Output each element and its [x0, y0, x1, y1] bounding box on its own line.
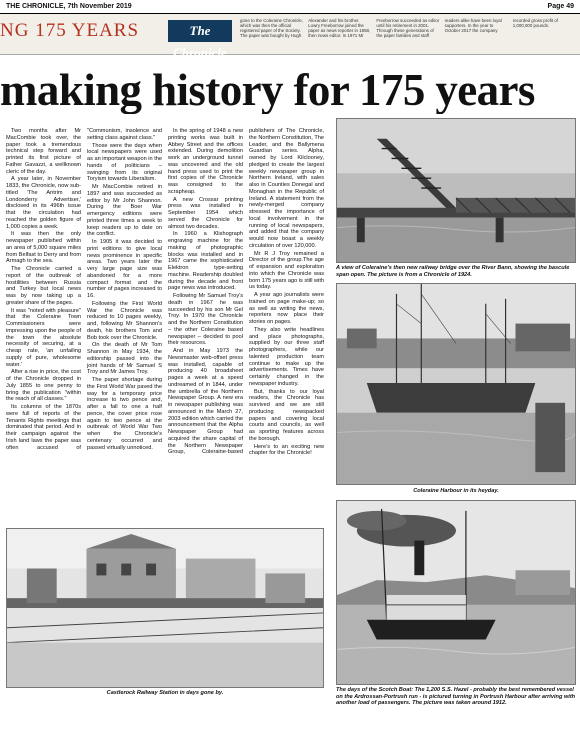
- station-caption: Castlerock Railway Station in days gone by.: [106, 690, 224, 696]
- bridge-caption: A view of Coleraine's then new railway bridge over the River Bann, showing the bascule span open. The picture is from a Chronicle of 1924.: [336, 265, 570, 278]
- harbour-photo: [336, 283, 576, 485]
- article-paragraph: After a rise in price, the cost of the Chronicle dropped in July 1855 to one penny to bring the publication "within the reach of all classes.": [6, 369, 81, 403]
- header-page-number: Page 49: [547, 3, 574, 10]
- article-paragraph: A new Crossar printing press was installed in September 1954 which served the Chronicle for almost two decades.: [168, 196, 243, 230]
- station-photo: [6, 528, 324, 688]
- article-paragraph: It was "noted with pleasure" that the Coleraine Town Commissioners were impressing upon the people of the town the absolute necessity of securing, at a cheap rate, 'an unfailing supply of pure, wholesome water.': [6, 307, 81, 368]
- steamer-caption: The days of the Scotch Boat: The 1,200 S.S. Hazel - probably the best remembered vessel on the Ardrossan-Portrush run - is pictured turning in Portrush Harbour after arriving with another load of passengers. The picture was taken around 1912.: [336, 687, 576, 707]
- article-paragraph: Its columns of the 1870s were full of reports of the Tenants Rights meetings that dominated that period. And in their campaign against the Irish land laws the paper was often accused of "Communism, insolence and setting class against class.": [6, 128, 162, 451]
- article-paragraph: A year ago journalists were trained on page make-up; so as well as writing the news, reporters now place their stories on pages.: [249, 292, 324, 325]
- article-paragraph: Mr MacCombie retired in 1897 and was succeeded as editor by Mr John Shannon. During the Boer War emergency editions were printed three times a week to keep readers up to date on the conflict.: [87, 184, 162, 238]
- article-paragraph: On the death of Mr Tom Shannon in May 1934, the editorship passed into the joint hands of Mr Samuel S Troy and Mr James Troy.: [87, 342, 162, 376]
- article-paragraph: And in May 1973 the Newsmaster web-offset press was installed, capable of producing 40 broadsheet pages a week at a speed undreamed of in 1844, under the umbrella of the Northern Newspaper Group. A new era in newspaper publishing was announced in the March 27, 2003 edition which carried the announcement that the Alpha Newspaper Group had acquired the share capital of the Northern Newspaper Group, Coleraine-based publishers of The Chronicle, the Northern Constitution, The Leader, and the Ballymena Guardian series. Alpha, owned by Lord Kilclooney, pledged to create the largest weekly newspaper group in Northern Ireland, with sales also in Counties Donegal and Monaghan in the Republic of Ireland. A statement from the newly-merged company stressed the importance of local involvement in the running of local newspapers, and added that the company would now boast a weekly circulation of over 120,000.: [168, 128, 324, 456]
- article-paragraph: The Chronicle carried a report of the outbreak of hostilities between Russia and Turkey but local news was by now taking up a greater share of the pages.: [6, 266, 81, 306]
- article-paragraph: Following the First World War the Chronicle was reduced to 10 pages weekly, and, following Mr Shannon's death, his brothers Tom and Bob took over the Chronicle.: [87, 300, 162, 341]
- article-paragraph: Following Mr Samuel Troy's death in 1967 he was succeeded by his son Mr Gel Troy. In 1970 the Chronicle and the Northern Constitution – the other Coleraine based newspaper – decided to pool their resources.: [168, 293, 243, 347]
- article-paragraph: Two months after Mr MacCombie took over, the paper took a tremendous technical step forward and printed its first picture of Father Gavazzi, a wellknown cleric of the day.: [6, 128, 81, 175]
- page-header: [0, 0, 580, 13]
- banner-blurb: gone to the Coleraine Chronicle, which was then the official registered paper of the Society. The paper was bought by Hugh Alexander and his brother. Lowry Freeborrow joined the paper as news reporter in 1958, then news editor. In 1971 Mr Freeborrow succeeded as editor until his retirement in 2001. Through these generations of the paper families and staff readers alike have been loyal supporters. In the year to October 2017 the company recorded gross profit of 1,000,000 pounds.: [240, 18, 558, 38]
- bridge-photo: [336, 118, 576, 263]
- article-paragraph: The paper shortage during the First World War paved the way for a temporary price increase to two pence and, after a fall to one a half pence, the cover price rose again to two pence at the outbreak of World War Two when the Chronicle's centenary occurred and passed virtually unnoticed.: [87, 377, 162, 451]
- steamer-photo: [336, 500, 576, 685]
- banner-years: NG 175 YEARS: [0, 20, 140, 41]
- article-paragraph: Those were the days when local newspapers were used as an important weapon in the hands of politicians – swinging from its original Toryism towards Liberalism.: [87, 142, 162, 183]
- header-paper-date: THE CHRONICLE, 7th November 2019: [6, 3, 132, 10]
- article-paragraph: Mr R J Troy remained a Director of the group.The age of expansion and exploration into which the Chronicle was born 175 years ago is still with us today.: [249, 250, 324, 291]
- article-paragraph: In 1960 a Klishograph engraving machine for the making of photographic blocks was installed and in 1967 came the sophisticated Elektron type-setting machine. Readership doubled during the decade and front page news was introduced.: [168, 231, 243, 292]
- chronicle-logo: The Chronicle: [168, 20, 232, 42]
- article-paragraph: In 1905 it was decided to print editions to give local news prominence in specific areas. Two years later the very large page size was abandoned for a more compact format and the number of pages increased to 16.: [87, 239, 162, 299]
- headline: making history for 175 years: [0, 66, 535, 114]
- section-banner: [0, 14, 580, 60]
- article-paragraph: Here's to an exciting new chapter for the Chronicle!: [249, 443, 324, 457]
- article-paragraph: They also write headlines and place photographs, supplied by our three staff photographers, while our talented production team continue to make up the advertisements. Times have certainly changed in the newspaper industry.: [249, 326, 324, 387]
- article-paragraph: But, thanks to our loyal readers, the Chronicle has survived and we are still producing newspacked papers and covering local courts and councils, as well as sporting features across the borough.: [249, 388, 324, 442]
- article-paragraph: It was then the only newspaper published within an area of 5,000 square miles from Belfast to Derry and from Armagh to the sea.: [6, 231, 81, 265]
- article-paragraph: A year later, in November 1833, the Chronicle, now sub-titled 'The Antrim and Londonderry Advertiser,' disclosed in its 496th issue that the circulation had reached the golden figure of 1,000 copies a week.: [6, 176, 81, 230]
- article-body: [6, 128, 324, 523]
- harbour-caption: Coleraine Harbour in its heyday.: [413, 488, 499, 494]
- article-paragraph: In the spring of 1948 a new printing works was built in Abbey Street and the offices extended. During demolition work an underground tunnel was uncovered and the old hand press used to print the first copies of the Chronicle was consigned to the scrapheap.: [168, 128, 243, 195]
